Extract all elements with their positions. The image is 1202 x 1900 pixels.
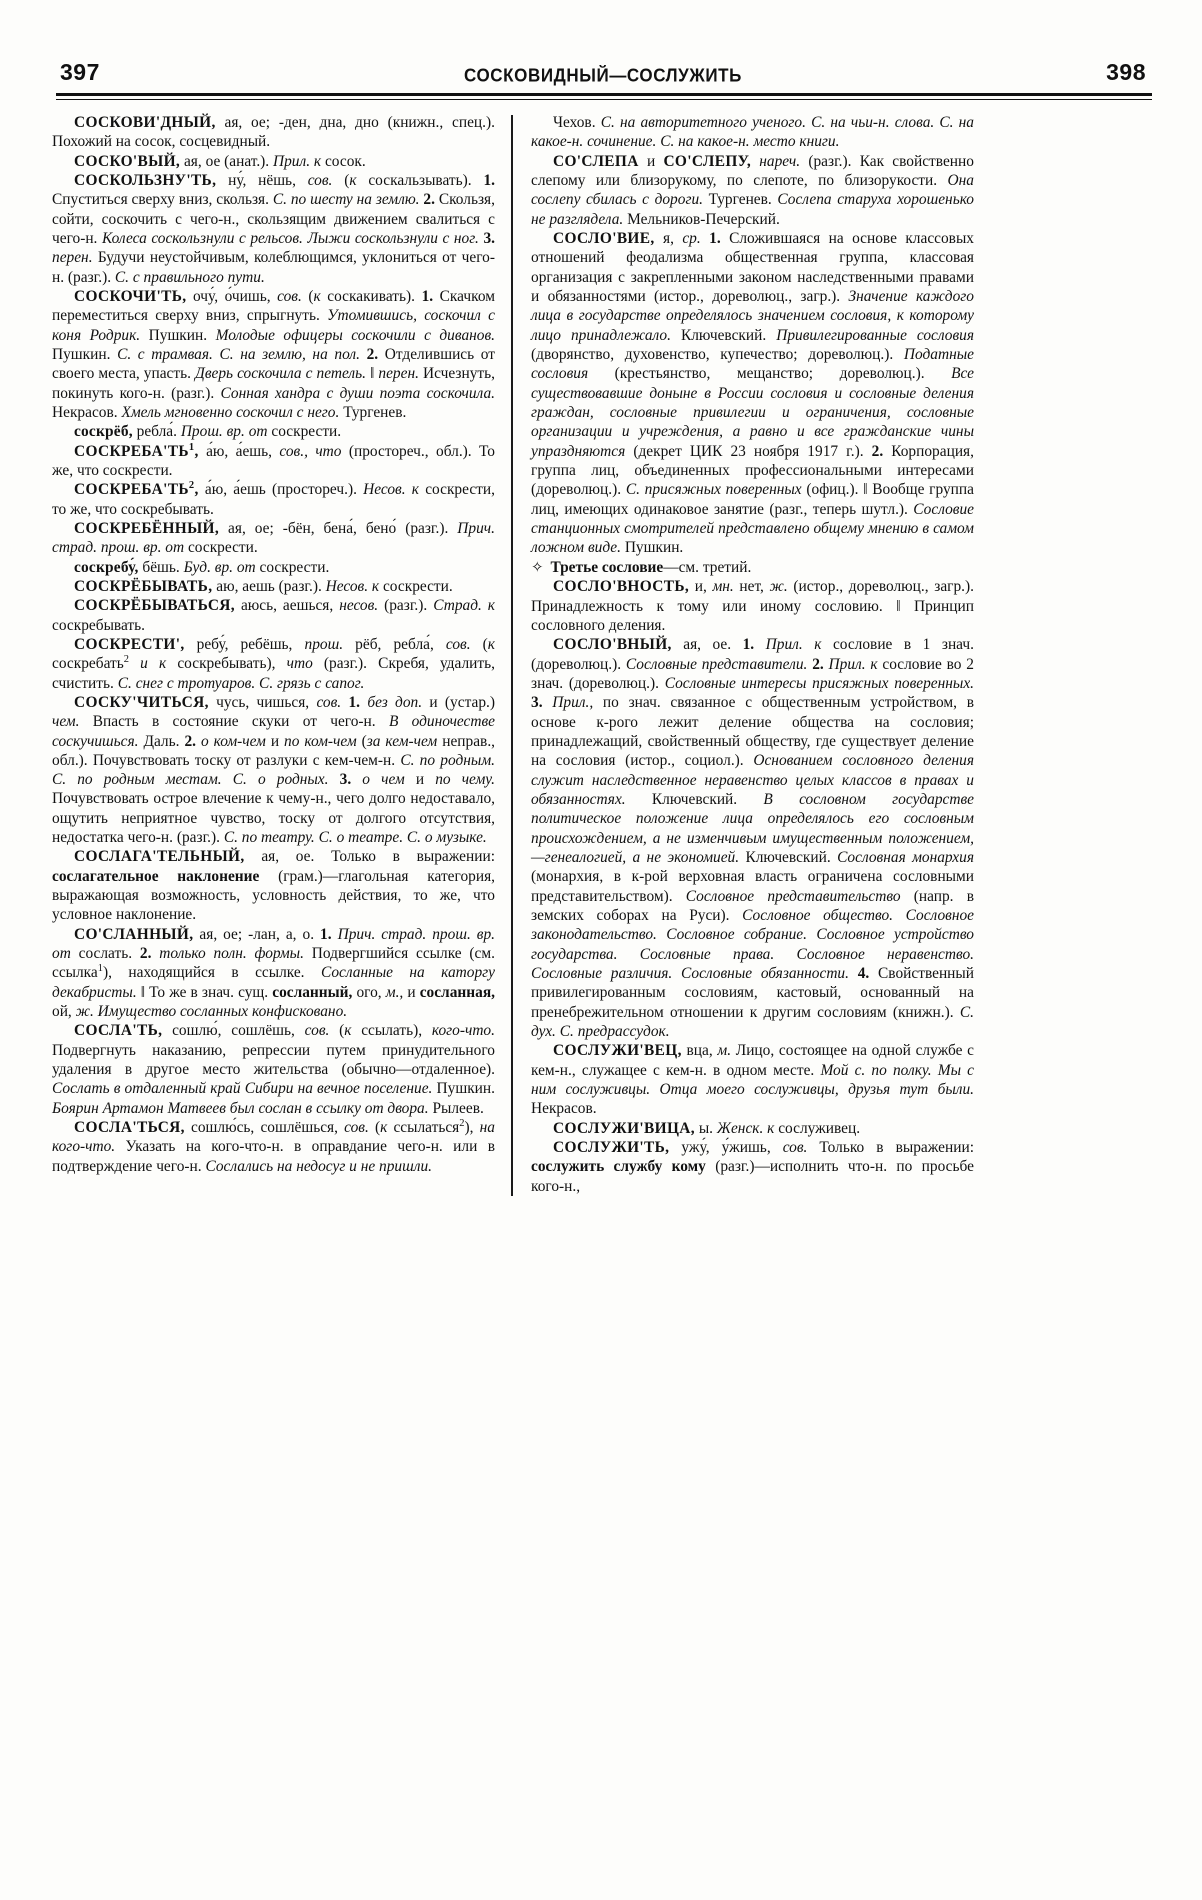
text-columns bbox=[52, 113, 1156, 1196]
dictionary-entry bbox=[531, 1138, 974, 1196]
entry-body: аю, аешь (разг.). Несов. к соскрести. bbox=[216, 577, 453, 595]
set-phrase-text: Третье сословие—см. третий. bbox=[550, 558, 752, 576]
dictionary-entry bbox=[52, 287, 495, 422]
dictionary-entry bbox=[52, 558, 495, 577]
column-left bbox=[52, 113, 511, 1196]
entry-body: ая, ое; -бён, бена́, бено́ (разг.). Прич. страд. прош. вр. от соскрести. bbox=[52, 519, 495, 557]
dictionary-entry bbox=[531, 577, 974, 635]
headword: СОСЛУЖИ'ТЬ, bbox=[553, 1138, 670, 1156]
entry-body: сошлю́сь, сошлёшься, сов. (к ссылаться$^2$), на кого-что. Указать на кого-что-н. в оправдание чего-н. или в подтверждение чего-н. Сослались на недосуг и не пришли. bbox=[52, 1117, 495, 1175]
entry-body: ужу́, у́жишь, сов. Только в выражении: сослужить службу кому (разг.)—исполнить что-н. по просьбе кого-н., bbox=[531, 1138, 974, 1195]
dictionary-entry bbox=[52, 1118, 495, 1176]
dictionary-entry bbox=[52, 847, 495, 924]
running-head bbox=[52, 52, 1156, 86]
headword: СОСЛУЖИ'ВИЦА, bbox=[553, 1119, 695, 1137]
headword: СОСКРЁБЫВАТЬСЯ, bbox=[74, 597, 235, 615]
dictionary-entry bbox=[52, 113, 495, 152]
entry-body: бёшь. Буд. вр. от соскрести. bbox=[142, 558, 330, 576]
headword: СОСКОЛЬЗНУ'ТЬ, bbox=[74, 171, 217, 189]
entry-body: аюсь, аешься, несов. (разг.). Страд. к соскребывать. bbox=[52, 597, 496, 634]
entry-body: очу́, о́чишь, сов. (к соскакивать). 1. Скачком переместиться сверху вниз, спрыгнуть. Утомившись, соскочил с коня Родрик. Пушкин. Молодые офицеры соскочили с диванов. Пушкин. С. с трамвая. С. на землю, на пол. 2. Отделившись от своего места, упасть. Дверь соскочила с петель. ‖ перен. Исчезнуть, покинуть кого-н. (разг.). Сонная хандра с души поэта соскочила. Некрасов. Хмель мгновенно соскочил с него. Тургенев. bbox=[52, 287, 496, 421]
entry-body: ая, ое. 1. Прил. к сословие в 1 знач. (дореволюц.). Сословные представители. 2. Прил. к сословие во 2 знач. (дореволюц.). Сословные интересы присяжных поверенных. 3. Прил., по знач. связанное с общественным устройством, в основе к-рого лежит деление общества на сословия; принадлежащий, свойственный обществу, где существует деление на сословия (истор., социол.). Основанием сословного деления служит наследственное неравенство целых классов в правах и обязанностях. Ключевский. В сословном государстве политическое положение лица определялось его сословным происхождением, а не изменчивым имущественным положением,—генеалогией, а не экономией. Ключевский. Сословная монархия (монархия, в к-рой верховная власть ограничена сословными представительством). Сословное представительство (напр. в земских соборах на Руси). Сословное общество. Сословное законодательство. Сословное собрание. Сословное устройство государства. Сословные права. Сословное неравенство. Сословные различия. Сословные обязанности. 4. Свойственный привилегированным сословиям, кастовый, основанный на пренебрежительном отношении к другим сословиям (книжн.). С. дух. С. предрассудок. bbox=[531, 636, 975, 1040]
running-title: СОСКОВИДНЫЙ—СОСЛУЖИТЬ bbox=[464, 65, 742, 86]
entry-body: и, мн. нет, ж. (истор., дореволюц., загр.). Принадлежность к тому или иному сословию. ‖ Принцип сословного деления. bbox=[531, 578, 974, 635]
column-right bbox=[513, 113, 974, 1196]
entry-body: сошлю́, сошлёшь, сов. (к ссылать), кого-что. Подвергнуть наказанию, репрессии путем принудительного удаления в другое место жительства (обычно—отдаленное). Сослать в отдаленный край Сибири на вечное поселение. Пушкин. Боярин Артамон Матвеев был сослан в ссылку от двора. Рылеев. bbox=[52, 1022, 495, 1117]
entry-continuation bbox=[531, 113, 974, 152]
headword: СОСКРЕБЁННЫЙ, bbox=[74, 519, 220, 537]
dictionary-entry bbox=[531, 1041, 974, 1118]
headword: СОСКРЁБЫВАТЬ, bbox=[74, 577, 213, 595]
entry-body: ая, ое (анат.). Прил. к сосок. bbox=[183, 152, 366, 170]
headword: соскребу́, bbox=[74, 558, 139, 576]
entry-body: ну́, нёшь, сов. (к соскальзывать). 1. Спуститься сверху вниз, скользя. С. по шесту на землю. 2. Скользя, сойти, соскочить с чего-н., скользящим движением свалиться с чего-н. Колеса соскользнули с рельсов. Лыжи соскользнули с ног. 3. перен. Будучи неустойчивым, колеблющимся, уклониться от чего-н. (разг.). С. с правильного пути. bbox=[52, 171, 495, 286]
headword: СО'СЛЕПА bbox=[553, 152, 639, 170]
dictionary-entry bbox=[52, 422, 495, 441]
headword: СОСКОЧИ'ТЬ, bbox=[74, 287, 187, 305]
folio-right: 398 bbox=[1106, 59, 1146, 85]
dictionary-entry bbox=[531, 1119, 974, 1138]
dictionary-entry bbox=[52, 152, 495, 171]
entry-body: ая, ое. Только в выражении: сослагательное наклонение (грам.)—глагольная категория, выражающая возможность, условность действия, то же, что условное наклонение. bbox=[52, 848, 495, 924]
header-rule bbox=[56, 93, 1152, 100]
diamond-icon: ✧ bbox=[531, 559, 544, 576]
headword: СОСЛО'ВНЫЙ, bbox=[553, 636, 672, 654]
headword: СОСЛА'ТЬ, bbox=[74, 1022, 163, 1040]
headword: $СОСКРЕБА'ТЬ^2$, bbox=[74, 480, 199, 499]
dictionary-entry bbox=[531, 152, 974, 229]
dictionary-entry bbox=[52, 693, 495, 848]
dictionary-entry bbox=[52, 925, 495, 1022]
headword: СО'СЛАННЫЙ, bbox=[74, 925, 194, 943]
entry-body: ребла́. Прош. вр. от соскрести. bbox=[136, 423, 342, 441]
dictionary-entry bbox=[52, 171, 495, 287]
entry-body: ая, ое; -лан, а, о. 1. Прич. страд. прош. вр. от сослать. 2. только полн. формы. Подвергшийся ссылке (см. ссылка$^1$), находящийся в ссылке. Сосланные на каторгу декабристы. ‖ То же в знач. сущ. сосланный, ого, м., и сосланная, ой, ж. Имущество сосланных конфисковано. bbox=[52, 925, 495, 1021]
set-phrase bbox=[531, 558, 974, 578]
headword: СОСЛУЖИ'ВЕЦ, bbox=[553, 1042, 682, 1060]
headword: СОСКОВИ'ДНЫЙ, bbox=[74, 114, 216, 131]
dictionary-entry bbox=[52, 635, 495, 693]
headword: соскрёб, bbox=[74, 423, 133, 441]
dictionary-entry bbox=[52, 442, 495, 481]
entry-body: нареч. (разг.). Как свойственно слепому или близорукому, по слепоте, по близорукости. Она сослепу сбилась с дороги. Тургенев. Сослепа старуха хорошенько не разглядела. Мельников-Печерский. bbox=[531, 152, 975, 228]
entry-body: ребу́, ребёшь, прош. рёб, ребла́, сов. (к соскребать$^2$ и к соскребывать), что (разг.). Скребя, удалить, счистить. С. снег с тротуаров. С. грязь с сапог. bbox=[52, 635, 495, 692]
entry-body: а́ю, а́ешь, сов., что (простореч., обл.). То же, что соскрести. bbox=[52, 442, 495, 479]
headword-variant: СО'СЛЕПУ, bbox=[663, 152, 752, 170]
headword: СОСКУ'ЧИТЬСЯ, bbox=[74, 693, 209, 711]
entry-body: а́ю, а́ешь (простореч.). Несов. к соскрести, то же, что соскребывать. bbox=[52, 481, 495, 518]
dictionary-entry bbox=[52, 1021, 495, 1118]
dictionary-entry bbox=[52, 480, 495, 519]
headword: $СОСКРЕБА'ТЬ^1$, bbox=[74, 441, 199, 460]
entry-body: вца, м. Лицо, состоящее на одной службе с кем-н., служащее с кем-н. в одном месте. Мой с. по полку. Мы с ним сослуживцы. Отца моего сослуживцы, друзья тут были. Некрасов. bbox=[531, 1042, 975, 1118]
entry-body: я, ср. 1. Сложившаяся на основе классовых отношений феодализма общественная группа, классовая организация с закрепленными законом наследственными правами и обязанностями (истор., дореволюц., загр.). Значение каждого лица в государстве определялось значением сословия, к которому лицо принадлежало. Ключевский. Привилегированные сословия (дворянство, духовенство, купечество; дореволюц.). Податные сословия (крестьянство, мещанство; дореволюц.). Все существовавшие доныне в России сословия и сословные деления граждан, сословные привилегии и ограничения, сословные организации и учреждения, а равно и все гражданские чины упраздняются (декрет ЦИК 23 ноября 1917 г.). 2. Корпорация, группа лиц, объединенных профессиональными интересами (дореволюц.). С. присяжных поверенных (офиц.). ‖ Вообще группа лиц, имеющих одинаковое занятие (разг., теперь шутл.). Сословие станционных смотрителей представлено общему мнению в самом ложном виде. Пушкин. bbox=[531, 229, 975, 557]
entry-body: Чехов. С. на авторитетного ученого. С. на чьи-н. слова. С. на какое-н. сочинение. С. на какое-н. место книги. bbox=[531, 114, 975, 151]
headword: СОСЛО'ВНОСТЬ, bbox=[553, 578, 690, 596]
dictionary-entry bbox=[531, 635, 974, 1041]
entry-body: ая, ое; -ден, дна, дно (книжн., спец.). Похожий на сосок, сосцевидный. bbox=[52, 114, 495, 151]
dictionary-entry bbox=[52, 519, 495, 558]
dictionary-entry bbox=[52, 577, 495, 596]
headword: СОСКО'ВЫЙ, bbox=[74, 152, 181, 170]
folio-left: 397 bbox=[60, 59, 100, 85]
dictionary-entry bbox=[52, 596, 495, 635]
headword: СОСЛА'ТЬСЯ, bbox=[74, 1119, 185, 1137]
headword-conjunction: и bbox=[646, 152, 656, 170]
headword: СОСЛО'ВИЕ, bbox=[553, 229, 655, 247]
entry-body: чусь, чишься, сов. 1. без доп. и (устар.) чем. Впасть в состояние скуки от чего-н. В одиночестве соскучишься. Даль. 2. о ком-чем и по ком-чем (за кем-чем неправ., обл.). Почувствовать тоску от разлуки с кем-чем-н. С. по родным. С. по родным местам. С. о родных. 3. о чем и по чему. Почувствовать острое влечение к чему-н., чего долго недоставало, ощутить неприятное чувство, тоску от долгого отсутствия, недостатка чего-н. (разг.). С. по театру. С. о театре. С. о музыке. bbox=[52, 693, 496, 847]
headword: СОСКРЕСТИ', bbox=[74, 635, 185, 653]
entry-body: ы. Женск. к сослуживец. bbox=[698, 1119, 861, 1137]
headword: СОСЛАГА'ТЕЛЬНЫЙ, bbox=[74, 848, 245, 866]
dictionary-entry bbox=[531, 229, 974, 558]
